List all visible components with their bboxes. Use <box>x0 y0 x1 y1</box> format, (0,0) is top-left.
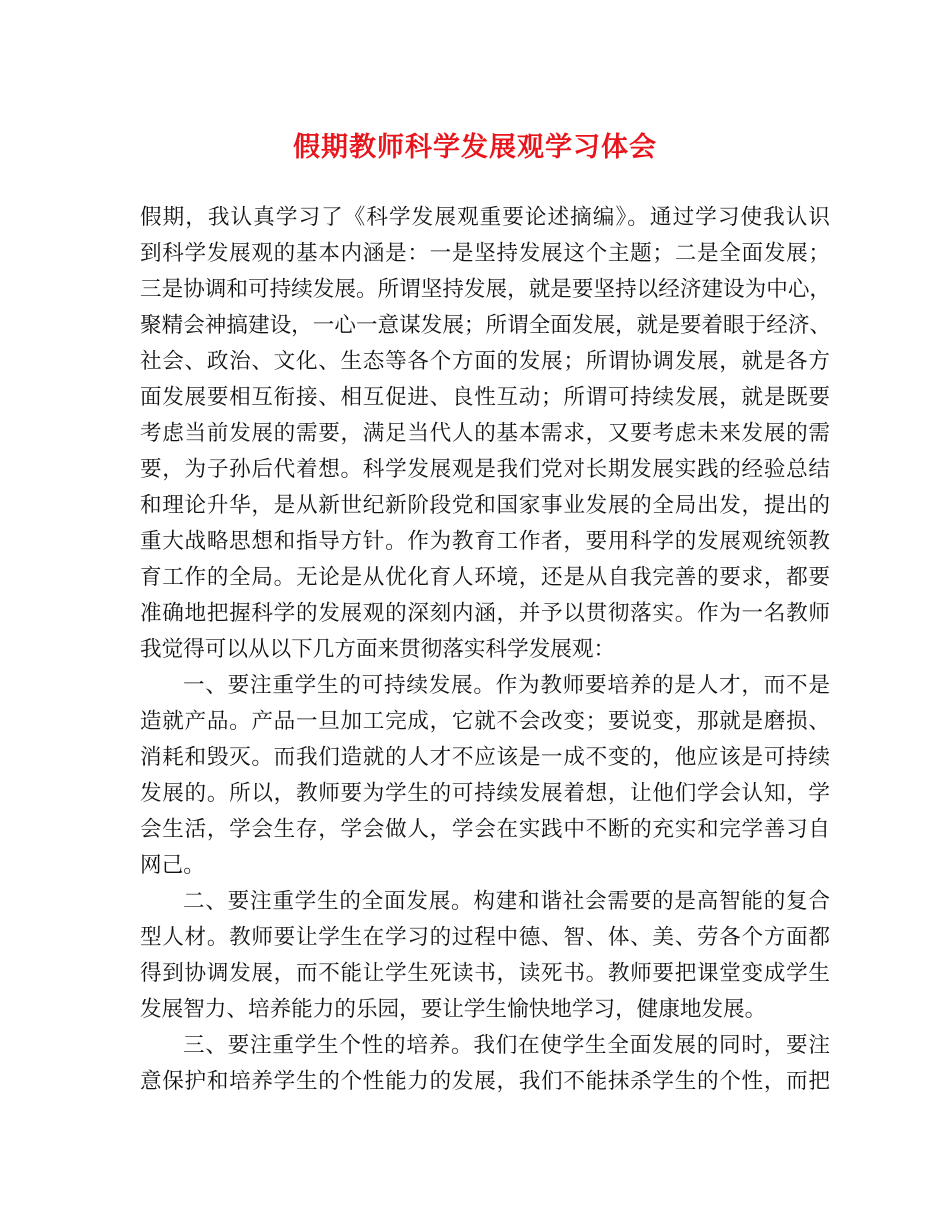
text-line: 聚精会神搞建设，一心一意谋发展；所谓全面发展，就是要着眼于经济、 <box>140 313 832 338</box>
text-line: 假期，我认真学习了《科学发展观重要论述摘编》。通过学习使我认识 <box>140 205 830 230</box>
paragraph-first-line: 二、要注重学生的全面发展。构建和谐社会需要的是高智能的复合 <box>183 889 830 914</box>
document-title: 假期教师科学发展观学习体会 <box>293 132 657 163</box>
text-line: 考虑当前发展的需要，满足当代人的基本需求，又要考虑未来发展的需 <box>140 421 830 446</box>
text-line: 面发展要相互衔接、相互促进、良性互动；所谓可持续发展，就是既要 <box>140 385 830 410</box>
text-line: 型人材。教师要让学生在学习的过程中德、智、体、美、劳各个方面都 <box>140 925 830 950</box>
text-line: 育工作的全局。无论是从优化育人环境，还是从自我完善的要求，都要 <box>140 565 830 590</box>
text-line: 三是协调和可持续发展。所谓坚持发展，就是要坚持以经济建设为中心， <box>140 277 832 302</box>
text-line: 要，为子孙后代着想。科学发展观是我们党对长期发展实践的经验总结 <box>140 457 830 482</box>
text-line: 发展智力、培养能力的乐园，要让学生愉快地学习，健康地发展。 <box>140 997 767 1022</box>
text-line: 准确地把握科学的发展观的深刻内涵，并予以贯彻落实。作为一名教师 <box>140 601 830 626</box>
text-line: 社会、政治、文化、生态等各个方面的发展；所谓协调发展，就是各方 <box>140 349 830 374</box>
text-line: 得到协调发展，而不能让学生死读书，读死书。教师要把课堂变成学生 <box>140 961 830 986</box>
text-line: 造就产品。产品一旦加工完成，它就不会改变；要说变，那就是磨损、 <box>140 709 830 734</box>
text-line: 我觉得可以从以下几方面来贯彻落实科学发展观： <box>140 637 616 662</box>
paragraph-first-line: 三、要注重学生个性的培养。我们在使学生全面发展的同时，要注 <box>183 1033 830 1058</box>
text-line: 到科学发展观的基本内涵是：一是坚持发展这个主题；二是全面发展； <box>140 241 830 266</box>
text-line: 重大战略思想和指导方针。作为教育工作者，要用科学的发展观统领教 <box>140 529 830 554</box>
text-line: 意保护和培养学生的个性能力的发展，我们不能抹杀学生的个性，而把 <box>140 1069 830 1094</box>
text-line: 和理论升华，是从新世纪新阶段党和国家事业发展的全局出发，提出的 <box>140 493 830 518</box>
text-line: 网己。 <box>140 853 205 878</box>
text-line: 会生活，学会生存，学会做人，学会在实践中不断的充实和完学善习自 <box>140 817 830 842</box>
paragraph-first-line: 一、要注重学生的可持续发展。作为教师要培养的是人才，而不是 <box>183 673 830 698</box>
text-line: 发展的。所以，教师要为学生的可持续发展着想，让他们学会认知，学 <box>140 781 830 806</box>
text-line: 消耗和毁灭。而我们造就的人才不应该是一成不变的，他应该是可持续 <box>140 745 830 770</box>
